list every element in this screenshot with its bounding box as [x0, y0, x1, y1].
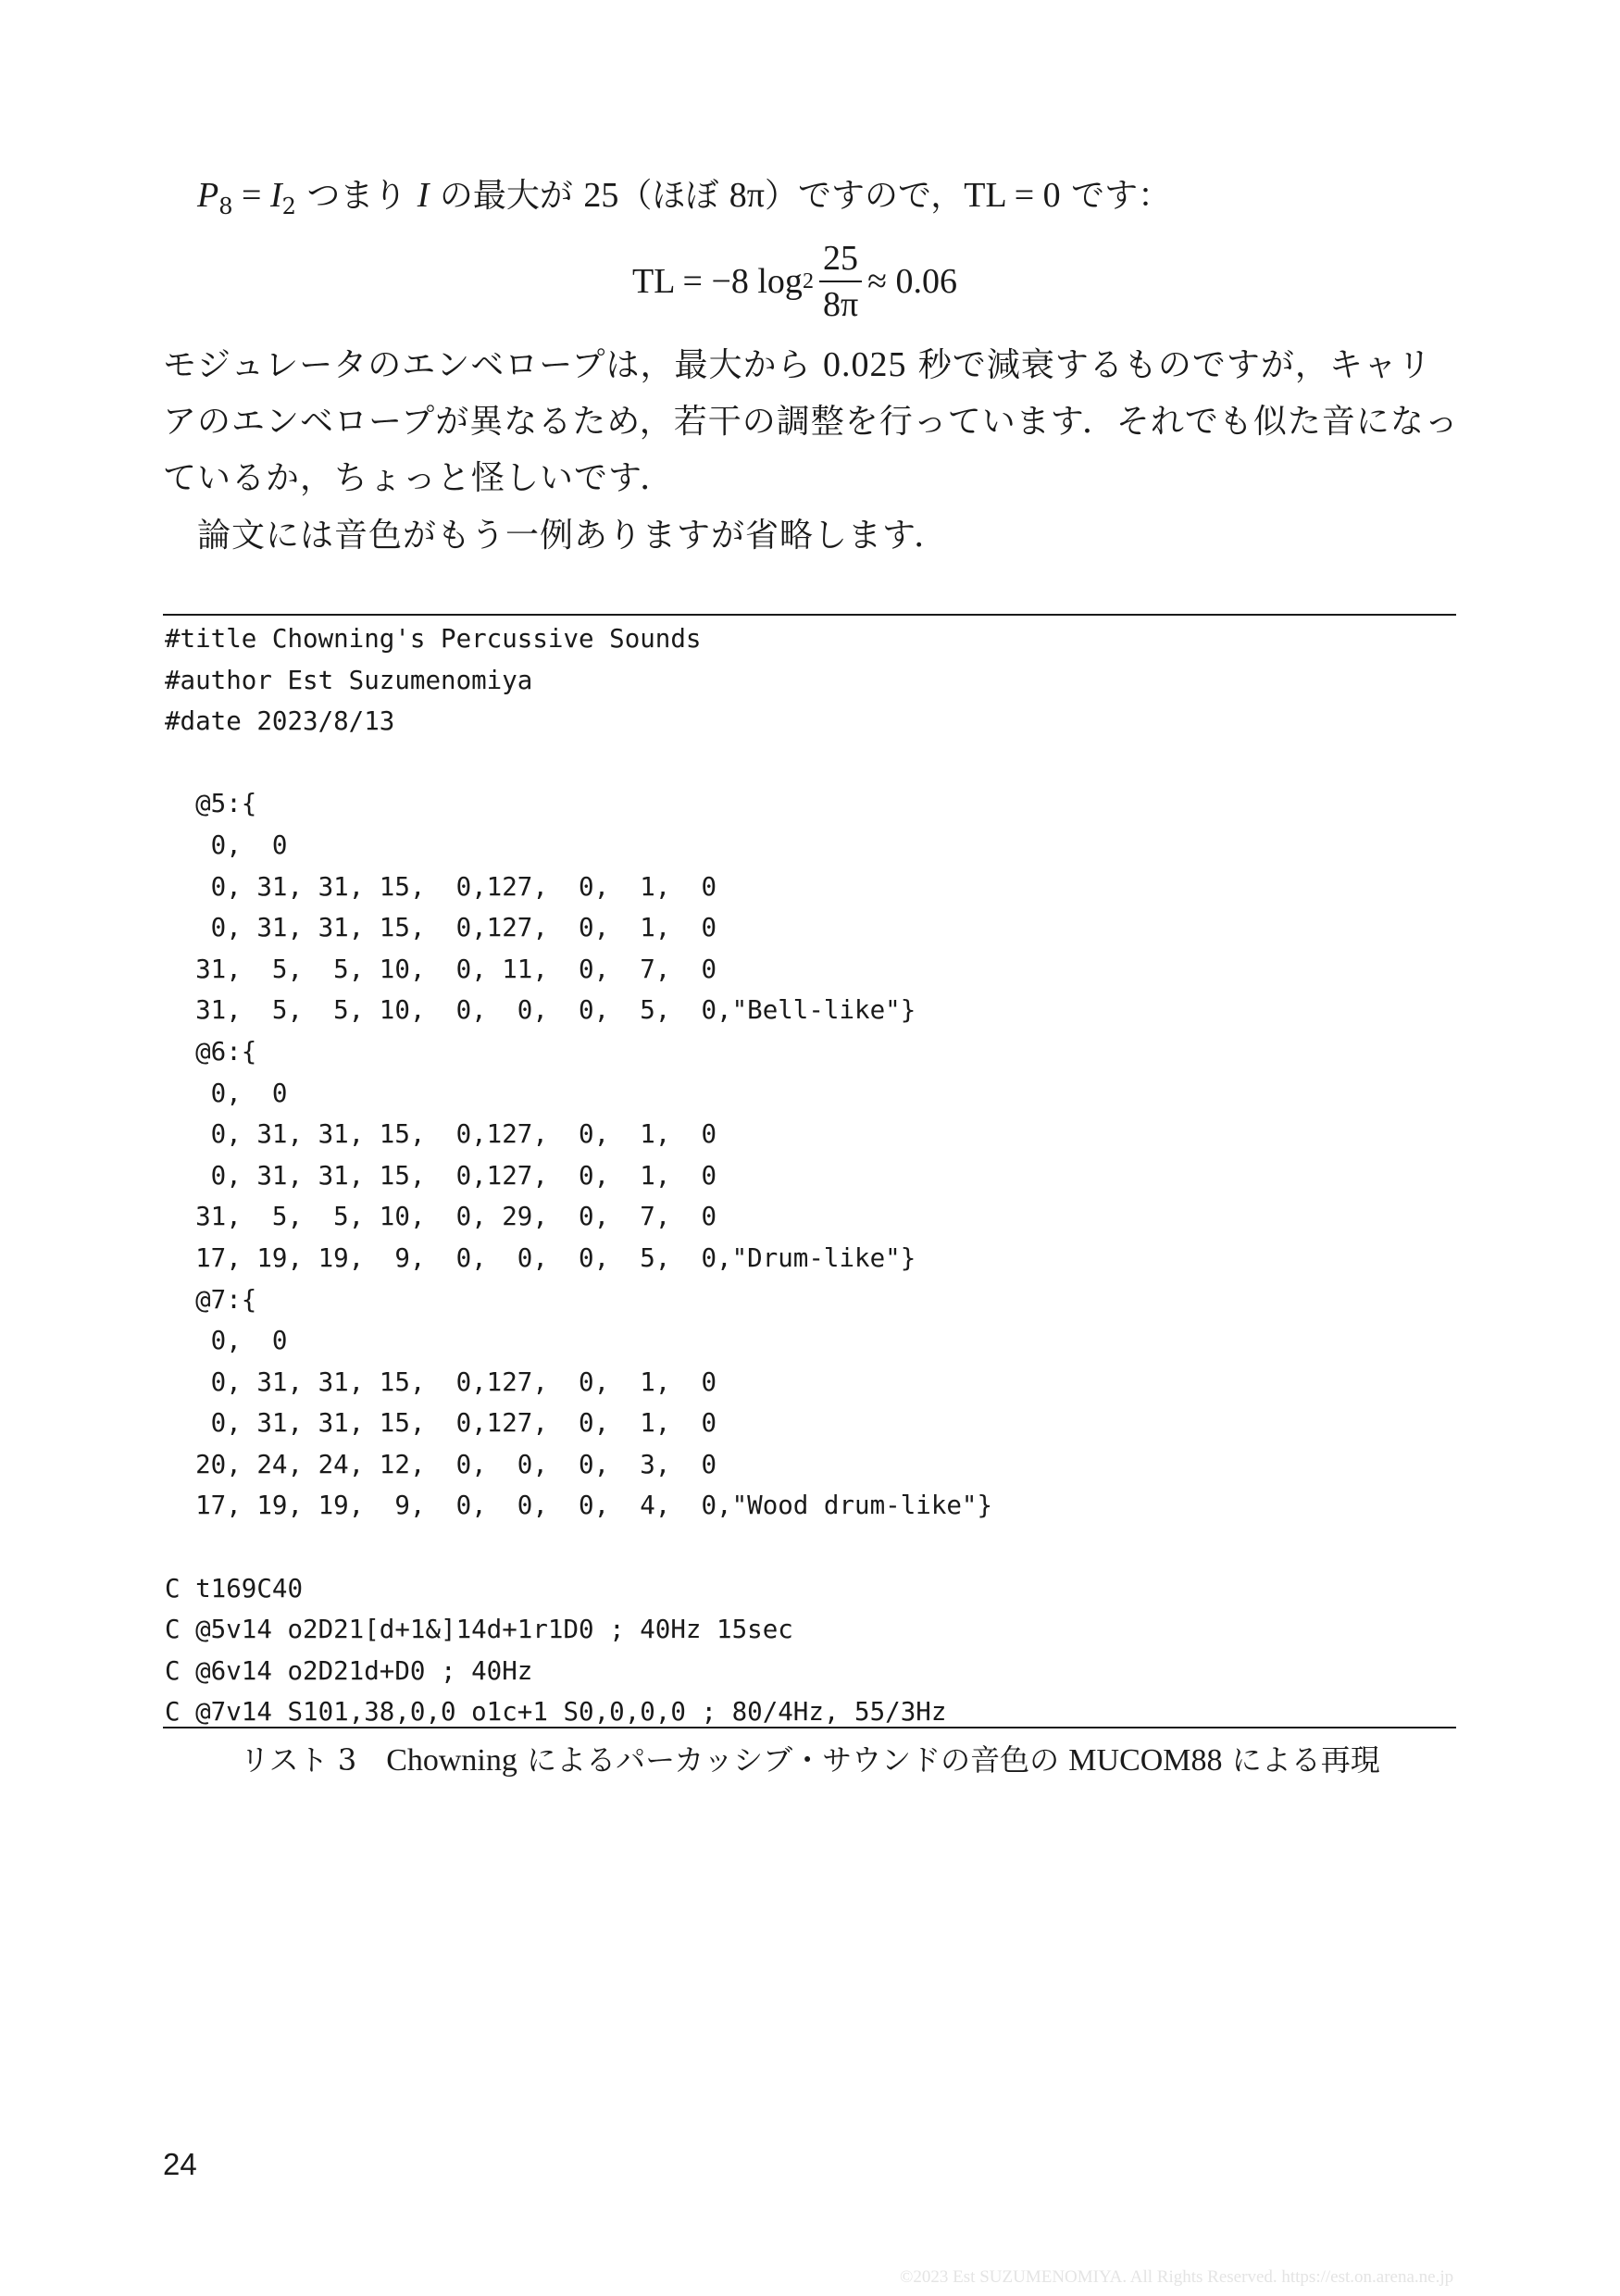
tl-equation: TL = 0 [964, 176, 1061, 215]
code-line: 0, 31, 31, 15, 0,127, 0, 1, 0 [165, 1160, 717, 1191]
formula-line [197, 172, 1171, 219]
p-subscript: 8 [218, 193, 233, 219]
formula-text-3: （ほぼ [618, 177, 729, 215]
caption-part-b: による再現 [1222, 1742, 1380, 1778]
page-number: 24 [163, 2147, 197, 2181]
equals-sign: = [232, 176, 270, 215]
code-line: 0, 31, 31, 15, 0,127, 0, 1, 0 [165, 871, 717, 902]
code-line: 0, 31, 31, 15, 0,127, 0, 1, 0 [165, 1366, 717, 1397]
code-line: C @7v14 S101,38,0,0 o1c+1 S0,0,0,0 ; 80/4Hz, 55/3Hz [165, 1697, 947, 1728]
code-line: C t169C40 [165, 1573, 304, 1603]
code-line: @7:{ [165, 1284, 257, 1315]
code-line: @6:{ [165, 1036, 257, 1067]
code-line: 17, 19, 19, 9, 0, 0, 0, 4, 0,"Wood drum-like"} [165, 1491, 993, 1521]
value-25: 25 [583, 176, 619, 215]
listing-bottom-rule [163, 1727, 1456, 1728]
code-line: 0, 0 [165, 1078, 288, 1108]
code-line: #date 2023/8/13 [165, 706, 395, 737]
formula-text-5: です： [1060, 177, 1172, 215]
formula-text-1: つまり [295, 177, 417, 215]
caption-part-a: によるパーカッシブ・サウンドの音色の [517, 1742, 1069, 1778]
code-line: 0, 31, 31, 15, 0,127, 0, 1, 0 [165, 913, 717, 943]
code-line: C @5v14 o2D21[d+1&]14d+1r1D0 ; 40Hz 15sec [165, 1615, 793, 1645]
listing-top-rule [163, 614, 1456, 616]
code-line: 17, 19, 19, 9, 0, 0, 0, 5, 0,"Drum-like"} [165, 1242, 916, 1273]
equation-lhs: TL = −8 log [632, 262, 803, 301]
code-line: #author Est Suzumenomiya [165, 665, 533, 695]
paragraph-1-part-b: 秒で減衰するものですが，キャリアのエンベロープが異なるため，若干の調整を行っています．それでも似た音になっているか，ちょっと怪しいです． [163, 346, 1459, 497]
fraction-numerator: 25 [819, 240, 862, 282]
code-line: @5:{ [165, 789, 257, 819]
code-line: C @6v14 o2D21d+D0 ; 40Hz [165, 1655, 533, 1686]
fraction-denominator: 8π [822, 285, 859, 324]
code-line [165, 742, 992, 784]
paragraph-1-part-a: モジュレータのエンベロープは，最大から [163, 346, 823, 384]
i-variable: I [417, 176, 430, 215]
code-line: #title Chowning's Percussive Sounds [165, 624, 702, 654]
value-8pi: 8π [729, 176, 765, 215]
code-line: 31, 5, 5, 10, 0, 11, 0, 7, 0 [165, 954, 717, 984]
code-line: 0, 0 [165, 830, 288, 860]
paragraph-omission: 論文には音色がもう一例ありますが省略します． [197, 517, 949, 555]
p-symbol: P [197, 176, 219, 215]
code-line: 20, 24, 24, 12, 0, 0, 0, 3, 0 [165, 1449, 717, 1479]
listing-caption [0, 1737, 1620, 1784]
code-line: 0, 31, 31, 15, 0,127, 0, 1, 0 [165, 1119, 717, 1150]
code-listing [165, 618, 992, 1733]
equation-rhs: ≈ 0.06 [867, 262, 957, 301]
display-equation: TL = −8 log 2 $\frac{25}{8\pi}$ ≈ 0.06 [632, 239, 957, 324]
paragraph-1-number: 0.025 [822, 345, 907, 384]
paragraph-envelope [163, 337, 1459, 506]
code-line: 0, 0 [165, 1326, 288, 1356]
i-subscript: 2 [281, 193, 296, 219]
code-line [165, 1527, 992, 1568]
formula-text-2: の最大が [429, 177, 584, 215]
i-symbol: I [269, 176, 282, 215]
fraction [819, 240, 862, 323]
caption-mucom: MUCOM88 [1068, 1743, 1223, 1778]
code-line: 0, 31, 31, 15, 0,127, 0, 1, 0 [165, 1408, 717, 1439]
code-line: 31, 5, 5, 10, 0, 0, 0, 5, 0,"Bell-like"} [165, 995, 916, 1026]
caption-prefix: リスト 3 [240, 1742, 357, 1778]
formula-text-4: ）ですので， [764, 177, 965, 215]
caption-chowning: Chowning [386, 1743, 517, 1778]
code-line: 31, 5, 5, 10, 0, 29, 0, 7, 0 [165, 1202, 717, 1232]
copyright-watermark: ©2023 Est SUZUMENOMIYA. All Rights Reserved. https://est.on.arena.ne.jp [900, 2267, 1454, 2287]
